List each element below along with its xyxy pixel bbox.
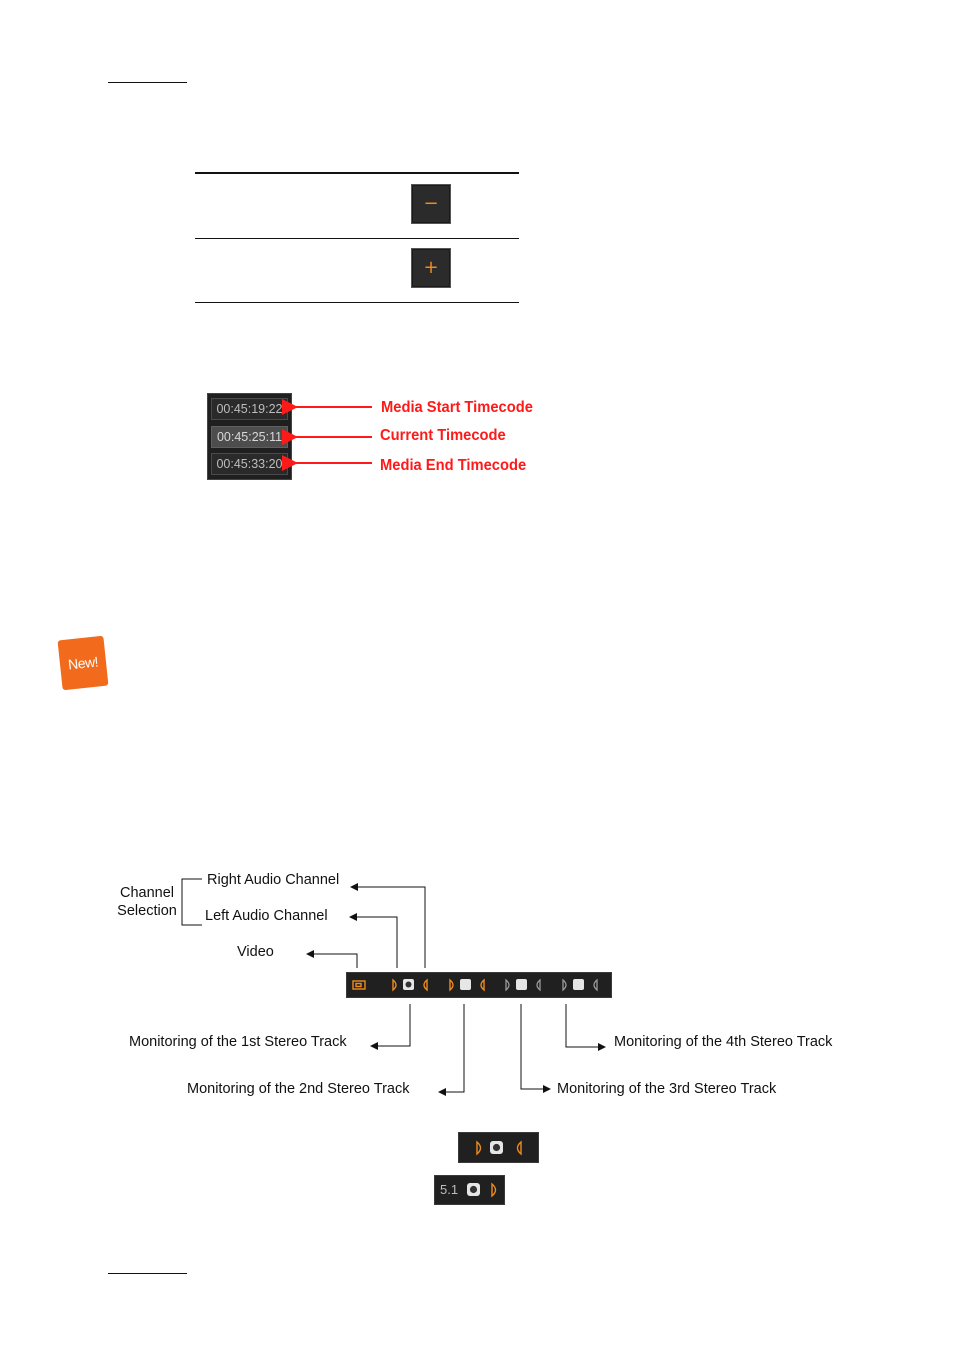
track3-label: Monitoring of the 3rd Stereo Track <box>557 1081 777 1097</box>
right-channel-icon <box>424 980 427 990</box>
right-audio-channel-label: Right Audio Channel <box>207 872 340 888</box>
track4-label: Monitoring of the 4th Stereo Track <box>614 1034 833 1050</box>
channel-selection-label: Channel Selection <box>117 885 177 919</box>
right-channel-connector <box>351 887 425 968</box>
video-connector <box>307 954 357 968</box>
media-start-timecode-label: Media Start Timecode <box>381 399 533 416</box>
media-end-timecode-field[interactable]: 00:45:33:20 <box>211 453 288 475</box>
channel-selection-bracket <box>182 879 202 925</box>
media-end-timecode-label: Media End Timecode <box>380 457 527 474</box>
surround-track-example <box>434 1175 505 1205</box>
track4-connector <box>566 1004 605 1047</box>
monitoring-bar <box>346 972 612 998</box>
left-audio-channel-label: Left Audio Channel <box>205 908 328 924</box>
new-badge: New! <box>58 636 109 691</box>
stereo-track-example <box>458 1132 539 1163</box>
media-start-timecode-field[interactable]: 00:45:19:22 <box>211 398 288 420</box>
plus-icon: + <box>423 257 439 278</box>
monitoring-bar-icons <box>347 973 611 997</box>
minus-icon: − <box>423 193 439 214</box>
current-timecode-label: Current Timecode <box>380 427 506 444</box>
track2-connector <box>439 1004 464 1092</box>
current-timecode-field[interactable]: 00:45:25:11 <box>211 426 288 448</box>
track3-connector <box>521 1004 550 1089</box>
video-label: Video <box>237 944 274 960</box>
left-channel-icon <box>393 980 396 990</box>
surround-label: 5.1 <box>440 1182 459 1197</box>
track1-label: Monitoring of the 1st Stereo Track <box>129 1034 347 1050</box>
track1-connector <box>371 1004 410 1046</box>
track2-label: Monitoring of the 2nd Stereo Track <box>187 1081 410 1097</box>
video-icon <box>353 981 365 989</box>
